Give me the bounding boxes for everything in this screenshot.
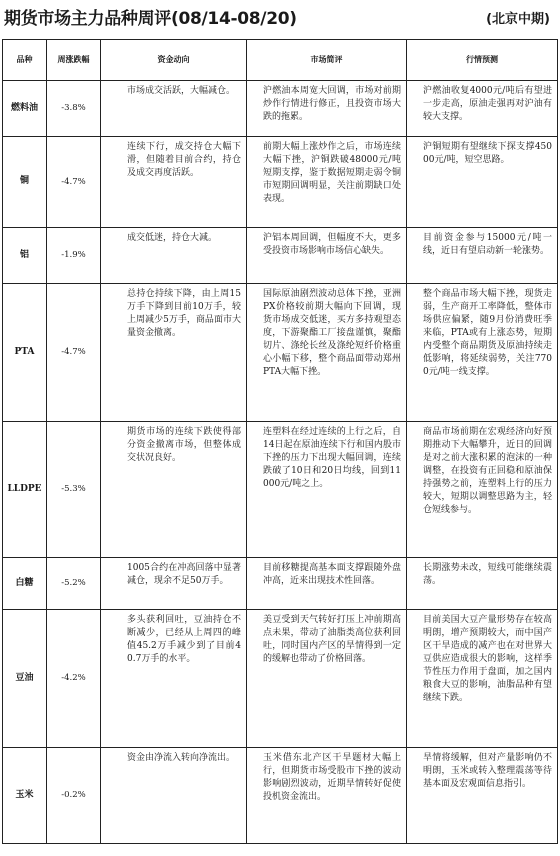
review-cell bbox=[247, 81, 407, 137]
weekly-review-table bbox=[2, 39, 558, 844]
forecast-text: 目前资金参与15000元/吨一线，近日有望启动新一轮涨势。 bbox=[423, 233, 552, 257]
forecast-text: 商品市场前期在宏观经济向好预期推动下大幅攀升，近日的回调是对之前大涨积累的泡沫的一种调整，在投资有正回稳和原油保持强势之前，连塑料上行的压力较大，短期以调整思路为主，轻仓短线参与。 bbox=[423, 427, 552, 516]
forecast-text: 整个商品市场大幅下挫，现货走弱，生产商开工率降低，整体市场供应偏紧，随9月份消费旺季来临，PTA或有上涨态势，短期内受整个商品期货及原油持续走低影响，将延续弱势，关注7700元/吨一线支撑。 bbox=[423, 289, 552, 378]
funds-text: 市场成交活跃，大幅减仓。 bbox=[127, 86, 236, 96]
weekly-change: -5.3% bbox=[47, 422, 101, 558]
weekly-change: -1.9% bbox=[47, 228, 101, 284]
funds-cell bbox=[101, 422, 247, 558]
funds-text: 连续下行，成交持仓大幅下滑，但随着目前合约，持仓及成交再度活跃。 bbox=[127, 142, 241, 179]
weekly-change: -4.7% bbox=[47, 284, 101, 422]
funds-text: 多头获利回吐，豆油持仓不断减少，已经从上周四的峰值45.2万手减少到了目前40.7万手的水平。 bbox=[127, 615, 241, 665]
funds-text: 1005合约在冲高回落中显著减仓，现余不足50万手。 bbox=[127, 563, 241, 587]
review-text: 玉米借东北产区干旱题材大幅上行，但期货市场受股市下挫的波动影响剧烈波动，近期旱情转好促使投机资金流出。 bbox=[263, 753, 401, 803]
review-cell bbox=[247, 137, 407, 228]
forecast-cell bbox=[407, 610, 558, 748]
variety-name: 铜 bbox=[3, 137, 47, 228]
review-cell bbox=[247, 422, 407, 558]
column-header-funds: 资金动向 bbox=[101, 40, 247, 81]
source-label: (北京中期) bbox=[486, 12, 550, 27]
table-row bbox=[3, 610, 558, 748]
review-cell bbox=[247, 748, 407, 844]
forecast-text: 长期涨势未改，短线可能继续震荡。 bbox=[423, 563, 552, 587]
weekly-change: -4.7% bbox=[47, 137, 101, 228]
review-cell bbox=[247, 558, 407, 610]
funds-text: 期货市场的连续下跌使得部分资金撤离市场，但整体成交状况良好。 bbox=[127, 427, 241, 464]
review-text: 国际原油剧烈波动总体下挫，亚洲PX价格较前期大幅向下回调，现货市场成交低迷，买方多持观望态度，下游聚酯工厂接盘谨慎，聚酯切片、涤纶长丝及涤纶短纤价格重心小幅下移，整个商品面带动郑州PTA大幅下挫。 bbox=[263, 289, 401, 378]
weekly-change: -4.2% bbox=[47, 610, 101, 748]
forecast-text: 旱情将缓解，但对产量影响仍不明朗，玉米或转入整理震荡等待基本面及宏观面信息指引。 bbox=[423, 753, 552, 790]
weekly-change: -3.8% bbox=[47, 81, 101, 137]
page-title: 期货市场主力品种周评(08/14-08/20) bbox=[4, 9, 297, 29]
column-header-change: 周涨跌幅 bbox=[47, 40, 101, 81]
header bbox=[0, 0, 560, 36]
funds-cell bbox=[101, 558, 247, 610]
forecast-cell bbox=[407, 228, 558, 284]
funds-text: 资金由净流入转向净流出。 bbox=[127, 753, 236, 763]
forecast-cell bbox=[407, 748, 558, 844]
funds-cell bbox=[101, 137, 247, 228]
variety-name: 燃料油 bbox=[3, 81, 47, 137]
variety-name: 玉米 bbox=[3, 748, 47, 844]
forecast-cell bbox=[407, 422, 558, 558]
review-text: 沪燃油本周宽大回调，市场对前期炒作行情进行修正，且投资市场大跌的拖累。 bbox=[263, 86, 401, 123]
funds-cell bbox=[101, 228, 247, 284]
table-row bbox=[3, 137, 558, 228]
review-text: 沪铝本周回调，但幅度不大，更多受投资市场影响市场信心缺失。 bbox=[263, 233, 401, 257]
forecast-text: 沪铜短期有望继续下探支撑45000元/吨，短空思路。 bbox=[423, 142, 552, 166]
weekly-change: -5.2% bbox=[47, 558, 101, 610]
table-row bbox=[3, 422, 558, 558]
funds-text: 成交低迷，持仓大减。 bbox=[127, 233, 218, 243]
forecast-text: 沪燃油收复4000元/吨后有望进一步走高，原油走强再对沪油有较大支撑。 bbox=[423, 86, 552, 123]
table-header-row bbox=[3, 40, 558, 81]
review-text: 美豆受到天气转好打压上冲前期高点未果，带动了油脂类高位获利回吐，同时国内产区的旱情得到一定的缓解也带动了价格回落。 bbox=[263, 615, 401, 665]
forecast-text: 目前美国大豆产量形势存在较高明朗，增产预期较大，而中国产区干旱造成的减产也在对世界大豆供应造成很大的影响，这样季节性压力作用于盘面，加之国内粮食大豆的影响，油脂品种有望继续下跌。 bbox=[423, 615, 552, 704]
variety-name: 铝 bbox=[3, 228, 47, 284]
column-header-review: 市场简评 bbox=[247, 40, 407, 81]
funds-cell bbox=[101, 610, 247, 748]
forecast-cell bbox=[407, 558, 558, 610]
review-cell bbox=[247, 610, 407, 748]
column-header-forecast: 行情预测 bbox=[407, 40, 558, 81]
table-row bbox=[3, 284, 558, 422]
forecast-cell bbox=[407, 284, 558, 422]
funds-cell bbox=[101, 284, 247, 422]
table-row bbox=[3, 558, 558, 610]
forecast-cell bbox=[407, 81, 558, 137]
review-text: 前期大幅上涨炒作之后，市场连续大幅下挫，沪铜跌破48000元/吨短期支撑，鉴于数据短期走弱令铜市短期回调明显，关注前期缺口处表现。 bbox=[263, 142, 401, 205]
review-cell bbox=[247, 228, 407, 284]
variety-name: 豆油 bbox=[3, 610, 47, 748]
funds-cell bbox=[101, 748, 247, 844]
column-header-variety: 品种 bbox=[3, 40, 47, 81]
table-row bbox=[3, 228, 558, 284]
review-text: 目前移糖提高基本面支撑跟随外盘冲高，近来出现技术性回落。 bbox=[263, 563, 401, 587]
variety-name: PTA bbox=[3, 284, 47, 422]
table-row bbox=[3, 81, 558, 137]
variety-name: 白糖 bbox=[3, 558, 47, 610]
forecast-cell bbox=[407, 137, 558, 228]
variety-name: LLDPE bbox=[3, 422, 47, 558]
weekly-change: -0.2% bbox=[47, 748, 101, 844]
table-row bbox=[3, 748, 558, 844]
funds-text: 总持仓持续下降，由上周15万手下降到目前10万手，较上周减少5万手，商品面市大量资金撤离。 bbox=[127, 289, 241, 339]
review-text: 连塑料在经过连续的上行之后，自14日起在原油连续下行和国内股市下挫的压力下出现大幅回调，连续跌破了10日和20日均线，回到11000元/吨之上。 bbox=[263, 427, 401, 490]
review-cell bbox=[247, 284, 407, 422]
funds-cell bbox=[101, 81, 247, 137]
